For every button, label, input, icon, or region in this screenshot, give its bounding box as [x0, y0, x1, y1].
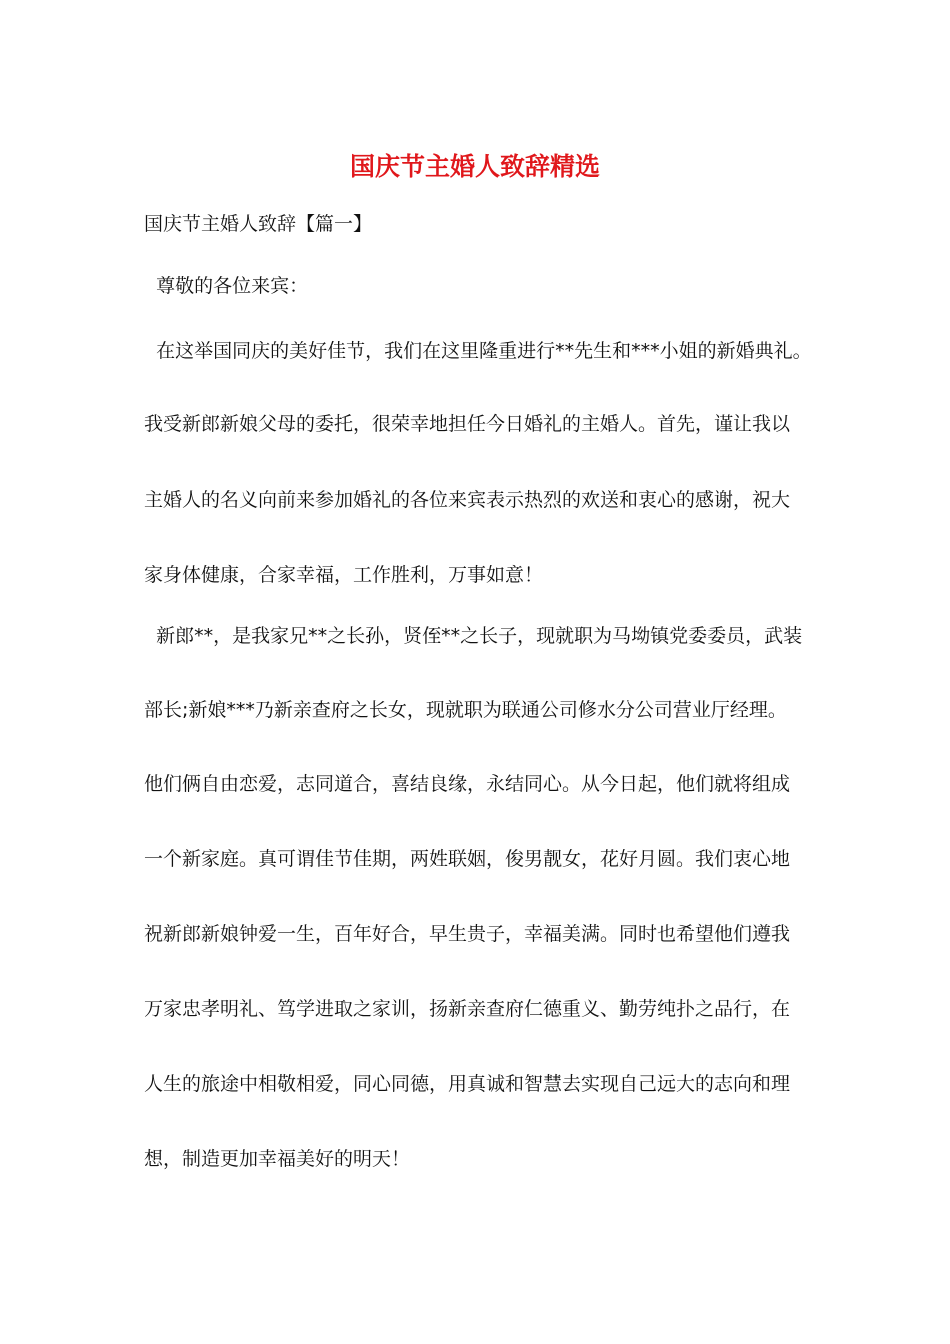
paragraph-line: 家身体健康，合家幸福，工作胜利，万事如意！: [144, 564, 544, 586]
document-title: 国庆节主婚人致辞精选: [349, 152, 600, 181]
paragraph-line: 他们俩自由恋爱，志同道合，喜结良缘，永结同心。从今日起，他们就将组成: [144, 773, 791, 795]
paragraph-line: 人生的旅途中相敬相爱，同心同德，用真诚和智慧去实现自己远大的志向和理: [144, 1073, 791, 1095]
paragraph-line: 主婚人的名义向前来参加婚礼的各位来宾表示热烈的欢送和衷心的感谢，祝大: [144, 489, 791, 511]
paragraph-line: 万家忠孝明礼、笃学进取之家训，扬新亲查府仁德重义、勤劳纯扑之品行，在: [144, 998, 791, 1020]
paragraph-line: 祝新郎新娘钟爱一生，百年好合，早生贵子，幸福美满。同时也希望他们遵我: [144, 923, 791, 945]
paragraph-line: 部长;新娘***乃新亲查府之长女，现就职为联通公司修水分公司营业厅经理。: [144, 699, 787, 721]
paragraph-line: 想，制造更加幸福美好的明天！: [144, 1148, 411, 1170]
section-heading: 国庆节主婚人致辞【篇一】: [144, 213, 373, 235]
paragraph-line: 在这举国同庆的美好佳节，我们在这里隆重进行**先生和***小姐的新婚典礼。: [144, 340, 812, 362]
paragraph-line: 我受新郎新娘父母的委托，很荣幸地担任今日婚礼的主婚人。首先，谨让我以: [144, 413, 791, 435]
paragraph-line: 新郎**，是我家兄**之长孙，贤侄**之长子，现就职为马坳镇党委委员，武装: [144, 625, 803, 647]
salutation-line: 尊敬的各位来宾：: [144, 275, 309, 297]
paragraph-line: 一个新家庭。真可谓佳节佳期，两姓联姻，俊男靓女，花好月圆。我们衷心地: [144, 848, 791, 870]
